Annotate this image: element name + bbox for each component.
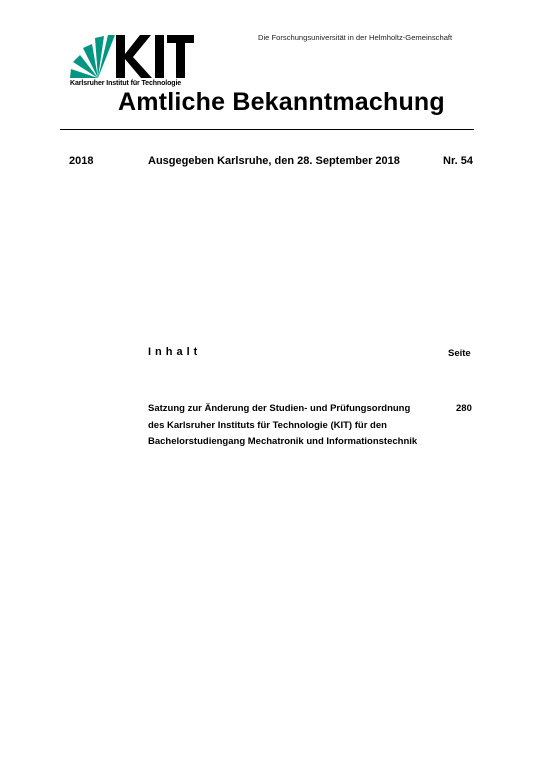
contents-entry-page: 280 xyxy=(456,403,472,414)
contents-heading: Inhalt xyxy=(148,346,202,358)
tagline: Die Forschungsuniversität in der Helmholtz-Gemeinschaft xyxy=(258,33,453,42)
page-title: Amtliche Bekanntmachung xyxy=(118,88,445,116)
issue-year: 2018 xyxy=(69,155,94,167)
logo-text: Karlsruher Institut für Technologie xyxy=(70,80,182,87)
issue-number: Nr. 54 xyxy=(443,155,473,167)
contents-entry-line: Bachelorstudiengang Mechatronik und Informationstechnik xyxy=(148,436,418,447)
issue-date: Ausgegeben Karlsruhe, den 28. September 2018 xyxy=(148,155,400,167)
contents-entry-line: des Karlsruher Instituts für Technologie (KIT) für den xyxy=(148,420,387,431)
page-column-label: Seite xyxy=(448,348,471,359)
header-divider xyxy=(60,129,474,130)
logo-letters xyxy=(116,35,194,78)
logo-rays xyxy=(70,35,115,78)
contents-entry-line: Satzung zur Änderung der Studien- und Prüfungsordnung xyxy=(148,403,411,414)
